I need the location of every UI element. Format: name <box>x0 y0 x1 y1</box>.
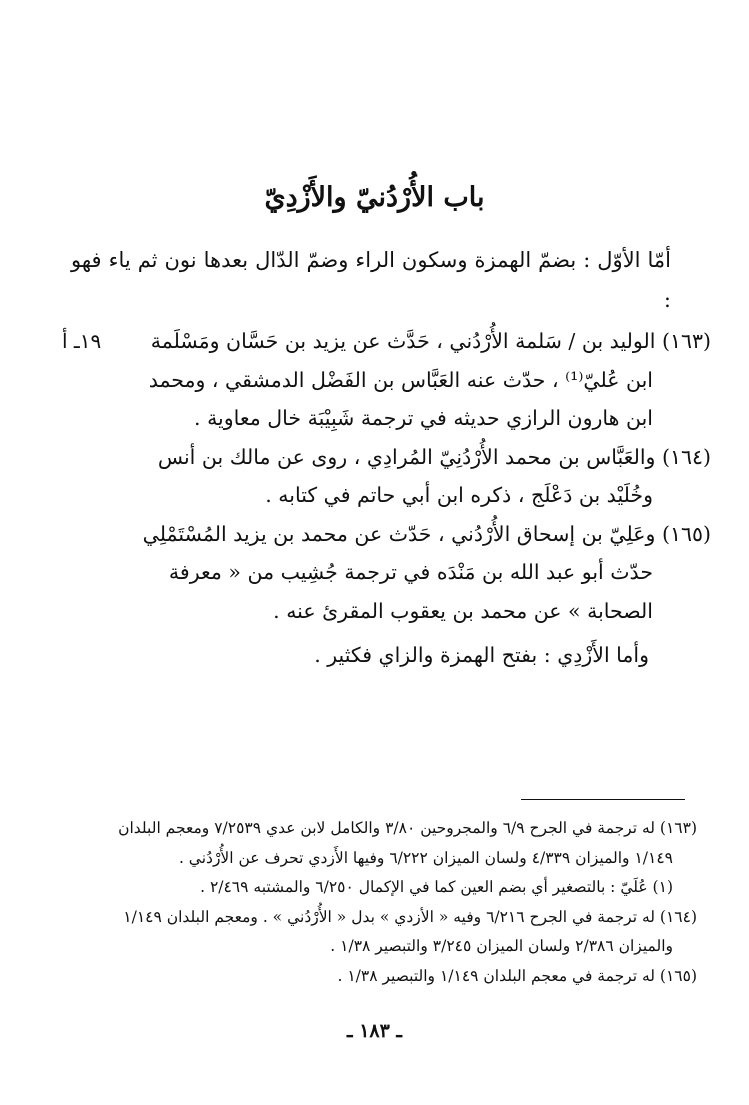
footnotes <box>47 814 697 991</box>
entry-line: الصحابة » عن محمد بن يعقوب المقرئ عنه . <box>273 598 653 623</box>
entry-line: ابن عُليّ⁽¹⁾ ، حدّث عنه العَبَّاس بن الفَضْل الدمشقي ، ومحمد <box>148 367 653 392</box>
entry-number: (١٦٤) <box>661 444 711 469</box>
margin-reference: ١٩ـ أ <box>62 329 102 353</box>
footnote-line: (١٦٤) له ترجمة في الجرح ٦/٢١٦ وفيه « الأزدي » بدل « الأُرْدُني » . ومعجم البلدان ١/١٤٩ <box>123 907 697 926</box>
entry-line: الوليد بن / سَلمة الأُرْدُني ، حَدَّث عن يزيد بن حَسَّان ومَسْلَمة <box>150 329 656 353</box>
closing-line: وأما الأَزْدِي : بفتح الهمزة والزاي فكثير . <box>314 643 649 667</box>
entry-line: والعَبَّاس بن محمد الأُرْدُنِيّ المُرادِي ، روى عن مالك بن أنس <box>157 444 656 469</box>
entry-line: حدّث أبو عبد الله بن مَنْدَه في ترجمة جُشِيب من « معرفة <box>168 560 653 584</box>
intro-paragraph: أمّا الأوّل : بضمّ الهمزة وسكون الراء وضمّ الدّال بعدها نون ثم ياء فهو : <box>71 248 671 312</box>
entry-line: وعَلِيّ بن إسحاق الأُرْدُني ، حَدّث عن محمد بن يزيد المُسْتَمْلِي <box>142 521 656 546</box>
entry-163 <box>95 322 711 438</box>
footnote-line: (١) عُلَيّ : بالتصغير أي بضم العين كما في الإكمال ٦/٢٥٠ والمشتبه ٢/٤٦٩ . <box>200 878 673 896</box>
chapter-title: باب الأُرْدُنيّ والأَزْدِيّ <box>264 182 485 213</box>
footnote-line: (١٦٥) له ترجمة في معجم البلدان ١/١٤٩ والتبصير ١/٣٨ . <box>337 966 697 985</box>
entry-164 <box>95 438 711 515</box>
entries-list <box>95 322 711 630</box>
entry-165 <box>95 515 711 631</box>
entry-number: (١٦٣) <box>661 329 711 353</box>
footnote-line: والميزان ٢/٣٨٦ ولسان الميزان ٣/٢٤٥ والتبصير ١/٣٨ . <box>330 937 673 955</box>
page-number: ـ ١٨٣ ـ <box>347 1020 402 1042</box>
footnote-divider <box>521 799 685 800</box>
footnote-line: ١/١٤٩ والميزان ٤/٣٣٩ ولسان الميزان ٦/٢٢٢ وفيها الأَزدي تحرف عن الأُرْدُني . <box>178 848 673 867</box>
footnote-line: (١٦٣) له ترجمة في الجرح ٦/٩ والمجروحين ٣/٨٠ والكامل لابن عدي ٧/٢٥٣٩ ومعجم البلدان <box>118 819 697 837</box>
entry-number: (١٦٥) <box>661 521 711 546</box>
entry-line: وخُلَيْد بن دَعْلَج ، ذكره ابن أبي حاتم في كتابه . <box>265 483 653 507</box>
entry-line: ابن هارون الرازي حديثه في ترجمة شَبِيْبَة خال معاوية . <box>194 406 653 430</box>
